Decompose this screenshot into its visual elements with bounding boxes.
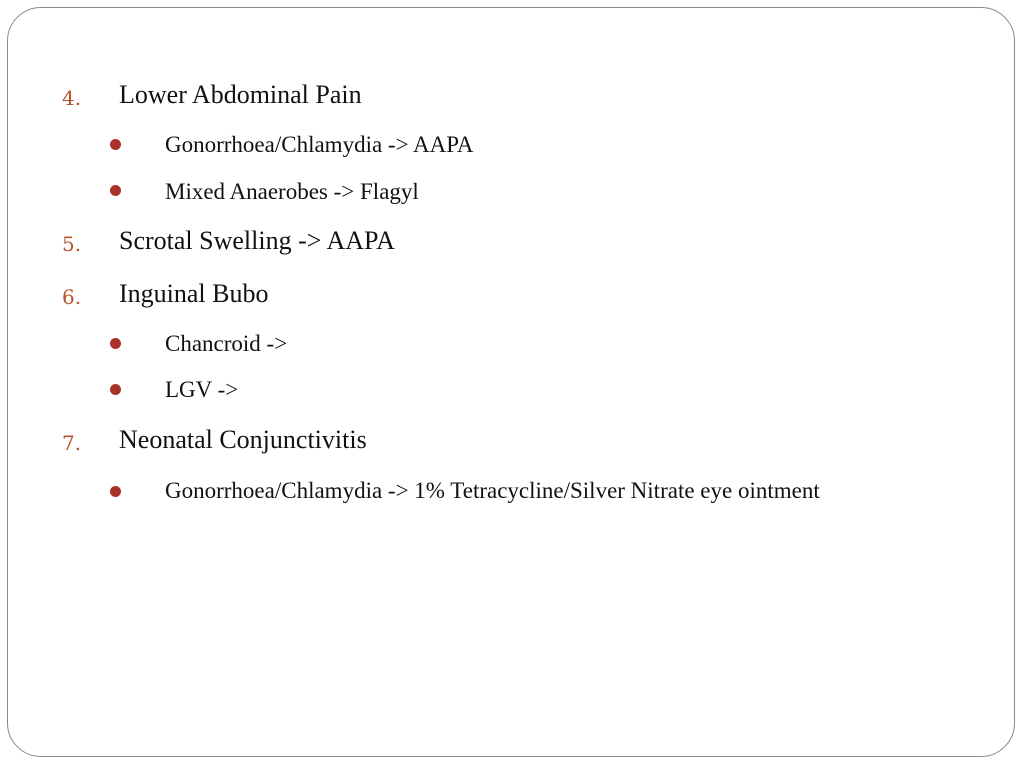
bullet-icon: [110, 139, 121, 150]
list-number: 6.: [62, 285, 82, 309]
list-number: 4.: [62, 86, 82, 110]
list-item-lower-abdominal-pain: Lower Abdominal Pain: [119, 80, 362, 109]
sub-item: LGV ->: [165, 377, 239, 402]
bullet-icon: [110, 384, 121, 395]
list-item-scrotal-swelling: Scrotal Swelling -> AAPA: [119, 226, 395, 255]
list-item-inguinal-bubo: Inguinal Bubo: [119, 279, 269, 308]
list-number: 7.: [62, 431, 82, 455]
sub-item: Gonorrhoea/Chlamydia -> 1% Tetracycline/Silver Nitrate eye ointment: [165, 478, 820, 503]
bullet-icon: [110, 185, 121, 196]
sub-item: Gonorrhoea/Chlamydia -> AAPA: [165, 132, 474, 157]
bullet-icon: [110, 486, 121, 497]
bullet-icon: [110, 338, 121, 349]
list-number: 5.: [62, 232, 82, 256]
sub-item: Chancroid ->: [165, 331, 288, 356]
sub-item: Mixed Anaerobes -> Flagyl: [165, 179, 419, 204]
list-item-neonatal-conjunctivitis: Neonatal Conjunctivitis: [119, 425, 367, 454]
